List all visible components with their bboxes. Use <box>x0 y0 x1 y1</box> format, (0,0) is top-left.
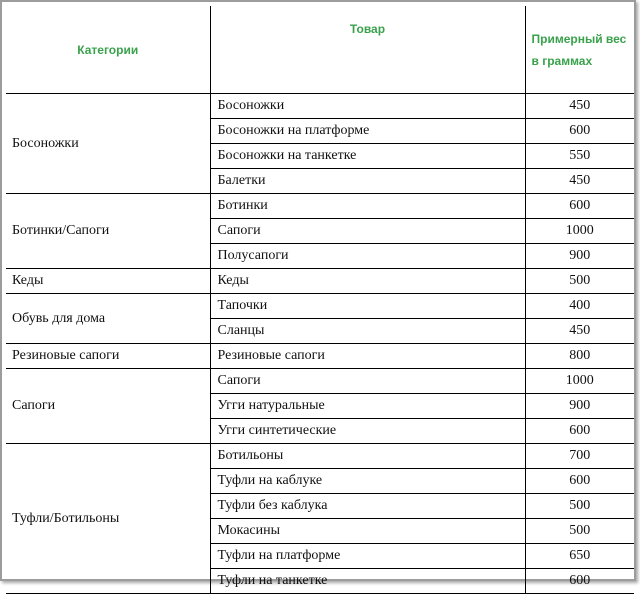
category-cell: Обувь для дома <box>6 294 210 344</box>
table-row <box>6 369 634 394</box>
header-category: Категории <box>6 6 210 94</box>
table-row <box>6 194 634 219</box>
product-cell: Туфли на платформе <box>210 544 525 569</box>
product-cell: Туфли на танкетке <box>210 569 525 594</box>
product-cell: Босоножки на платформе <box>210 119 525 144</box>
product-cell: Туфли на каблуке <box>210 469 525 494</box>
weight-cell: 600 <box>525 194 634 219</box>
weight-cell: 700 <box>525 444 634 469</box>
category-cell: Кеды <box>6 269 210 294</box>
weight-cell: 450 <box>525 94 634 119</box>
category-cell: Резиновые сапоги <box>6 344 210 369</box>
product-cell: Сапоги <box>210 369 525 394</box>
product-cell: Сланцы <box>210 319 525 344</box>
weight-cell: 600 <box>525 469 634 494</box>
weight-cell: 650 <box>525 544 634 569</box>
weight-cell: 800 <box>525 344 634 369</box>
product-cell: Полусапоги <box>210 244 525 269</box>
weight-cell: 400 <box>525 294 634 319</box>
weight-cell: 1000 <box>525 369 634 394</box>
product-cell: Ботинки <box>210 194 525 219</box>
product-cell: Ботильоны <box>210 444 525 469</box>
weight-cell: 550 <box>525 144 634 169</box>
category-cell: Туфли/Ботильоны <box>6 444 210 594</box>
weight-cell: 500 <box>525 519 634 544</box>
table-row <box>6 294 634 319</box>
product-cell: Тапочки <box>210 294 525 319</box>
table-row <box>6 344 634 369</box>
weight-table <box>6 6 634 594</box>
weight-cell: 500 <box>525 269 634 294</box>
table-row <box>6 94 634 119</box>
weight-cell: 500 <box>525 494 634 519</box>
category-cell: Босоножки <box>6 94 210 194</box>
category-cell: Сапоги <box>6 369 210 444</box>
product-cell: Босоножки на танкетке <box>210 144 525 169</box>
product-cell: Балетки <box>210 169 525 194</box>
header-product: Товар <box>210 6 525 94</box>
product-cell: Угги синтетические <box>210 419 525 444</box>
weight-cell: 900 <box>525 394 634 419</box>
product-cell: Босоножки <box>210 94 525 119</box>
weight-cell: 600 <box>525 569 634 594</box>
header-row <box>6 6 634 94</box>
weight-cell: 600 <box>525 119 634 144</box>
table-row <box>6 269 634 294</box>
product-cell: Мокасины <box>210 519 525 544</box>
product-cell: Угги натуральные <box>210 394 525 419</box>
product-cell: Туфли без каблука <box>210 494 525 519</box>
header-weight: Примерный вес в граммах <box>525 6 634 94</box>
weight-cell: 1000 <box>525 219 634 244</box>
weight-cell: 450 <box>525 319 634 344</box>
product-cell: Резиновые сапоги <box>210 344 525 369</box>
category-cell: Ботинки/Сапоги <box>6 194 210 269</box>
weight-cell: 450 <box>525 169 634 194</box>
product-cell: Сапоги <box>210 219 525 244</box>
table-row <box>6 444 634 469</box>
product-cell: Кеды <box>210 269 525 294</box>
table-body <box>6 94 634 594</box>
weight-cell: 600 <box>525 419 634 444</box>
weight-cell: 900 <box>525 244 634 269</box>
